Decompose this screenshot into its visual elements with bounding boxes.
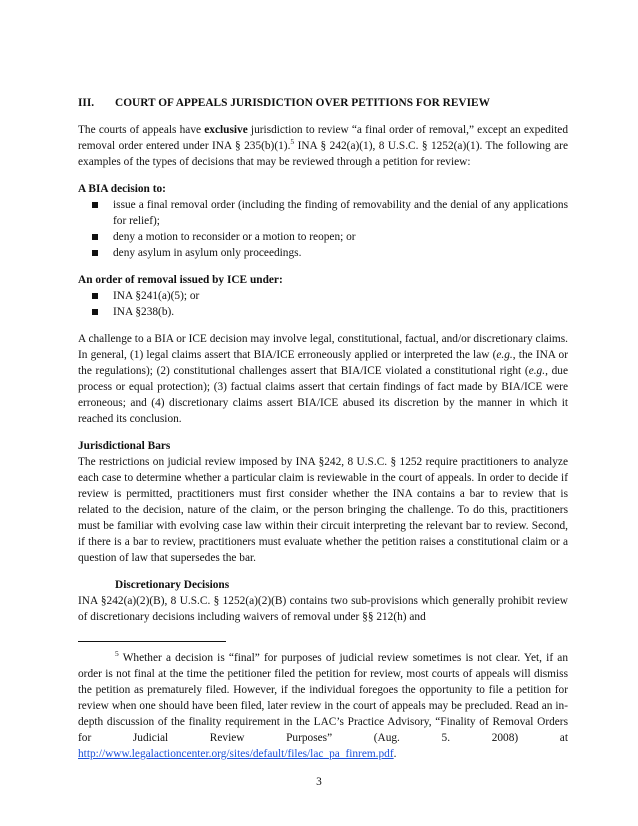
challenge-eg-1: e.g. — [496, 349, 513, 361]
intro-text-3: INA § 242(a)(1), 8 U.S.C. § 1252(a)(1). The following are examples of the types of decisions that may be reviewed through a petition for review: — [78, 140, 568, 168]
section-number: III. — [78, 97, 95, 109]
intro-text-1: The courts of appeals have — [78, 124, 205, 136]
discretionary-paragraph: INA §242(a)(2)(B), 8 U.S.C. § 1252(a)(2)(B) contains two sub-provisions which generally prohibit review of discretionary decisions including waivers of removal under §§ 212(h) and — [78, 595, 568, 623]
ice-subheading: An order of removal issued by ICE under: — [78, 274, 283, 286]
footnote-reference[interactable]: 5 — [290, 137, 295, 147]
list-item-text: INA §241(a)(5); or — [113, 290, 200, 302]
list-item — [78, 245, 568, 261]
challenge-text-1: A challenge to a BIA or ICE decision may involve legal, constitutional, factual, and/or discretionary claims. In general, (1) legal claims assert that BIA/ICE erroneously applied or interpreted the law ( — [78, 333, 568, 361]
list-item-text: INA §238(b). — [113, 306, 175, 318]
challenge-eg-2: e.g. — [528, 365, 546, 377]
intro-text-2: jurisdiction to review “a final order of removal,” except an expedited removal order entered under INA § 235(b)(1). — [78, 124, 568, 152]
list-item-text: issue a final removal order (including the finding of removability and the denial of any applications for relief); — [113, 199, 568, 227]
section-heading — [78, 95, 568, 111]
footnote — [78, 650, 568, 762]
list-item — [78, 288, 568, 304]
list-item — [78, 197, 568, 229]
footnote-end: . — [393, 748, 397, 760]
page-number: 3 — [316, 776, 322, 788]
square-bullet-icon — [92, 250, 98, 256]
ice-list — [78, 288, 568, 320]
footnote-number: 5 — [115, 649, 119, 659]
footnote-divider — [78, 641, 226, 642]
section-title: COURT OF APPEALS JURISDICTION OVER PETITIONS FOR REVIEW — [115, 97, 490, 109]
footnote-text: Whether a decision is “final” for purposes of judicial review sometimes is not clear. Yet, if an order is not final at the time the petitioner filed the petition for review, most courts of appeals will dismiss the petition as prematurely filed. However, if the individual foregoes the opportunity to file a petition for review when one should have been filed, later review in the court of appeals may be precluded. Read an in-depth discussion of the finality requirement in the LAC’s Practice Advisory, “Finality of Removal Orders for Judicial Review Purposes” (Aug. 5. 2008) at — [78, 652, 568, 744]
square-bullet-icon — [92, 309, 98, 315]
list-item-text: deny asylum in asylum only proceedings. — [113, 247, 302, 259]
intro-paragraph — [78, 122, 568, 170]
discretionary-subheading: Discretionary Decisions — [115, 579, 230, 591]
finality-advisory-link[interactable]: http://www.legalactioncenter.org/sites/default/files/lac_pa_finrem.pdf — [78, 748, 394, 760]
square-bullet-icon — [92, 234, 98, 240]
list-item — [78, 229, 568, 245]
bars-paragraph: The restrictions on judicial review imposed by INA §242, 8 U.S.C. § 1252 require practitioners to analyze each case to determine whether a particular claim is reviewable in the court of appeals. In order to decide if review is permitted, practitioners must first consider whether the INA contains a bar to review that is related to the decision, nature of the claim, or the person bringing the challenge. To do this, practitioners must be familiar with evolving case law within their circuit interpreting the relevant bar to review. Second, if there is a bar to review, practitioners must evaluate whether the petition raises a constitutional claim or a question of law that supersedes the bar. — [78, 456, 568, 564]
intro-bold: exclusive — [204, 124, 248, 136]
bia-subheading: A BIA decision to: — [78, 183, 166, 195]
challenge-paragraph — [78, 331, 568, 427]
square-bullet-icon — [92, 293, 98, 299]
list-item — [78, 304, 568, 320]
challenge-text-2: , the INA or the regulations); (2) constitutional challenges assert that BIA/ICE violated a constitutional right ( — [78, 349, 568, 377]
main-content — [78, 95, 568, 625]
bars-subheading: Jurisdictional Bars — [78, 440, 171, 452]
list-item-text: deny a motion to reconsider or a motion to reopen; or — [113, 231, 356, 243]
challenge-text-3: , due process or equal protection); (3) factual claims assert that certain findings of fact made by BIA/ICE were erroneous; and (4) discretionary claims assert BIA/ICE abused its discretion by the manner in which it reached its conclusion. — [78, 365, 568, 425]
bia-list — [78, 197, 568, 261]
square-bullet-icon — [92, 202, 98, 208]
footnote-lead — [78, 649, 119, 664]
